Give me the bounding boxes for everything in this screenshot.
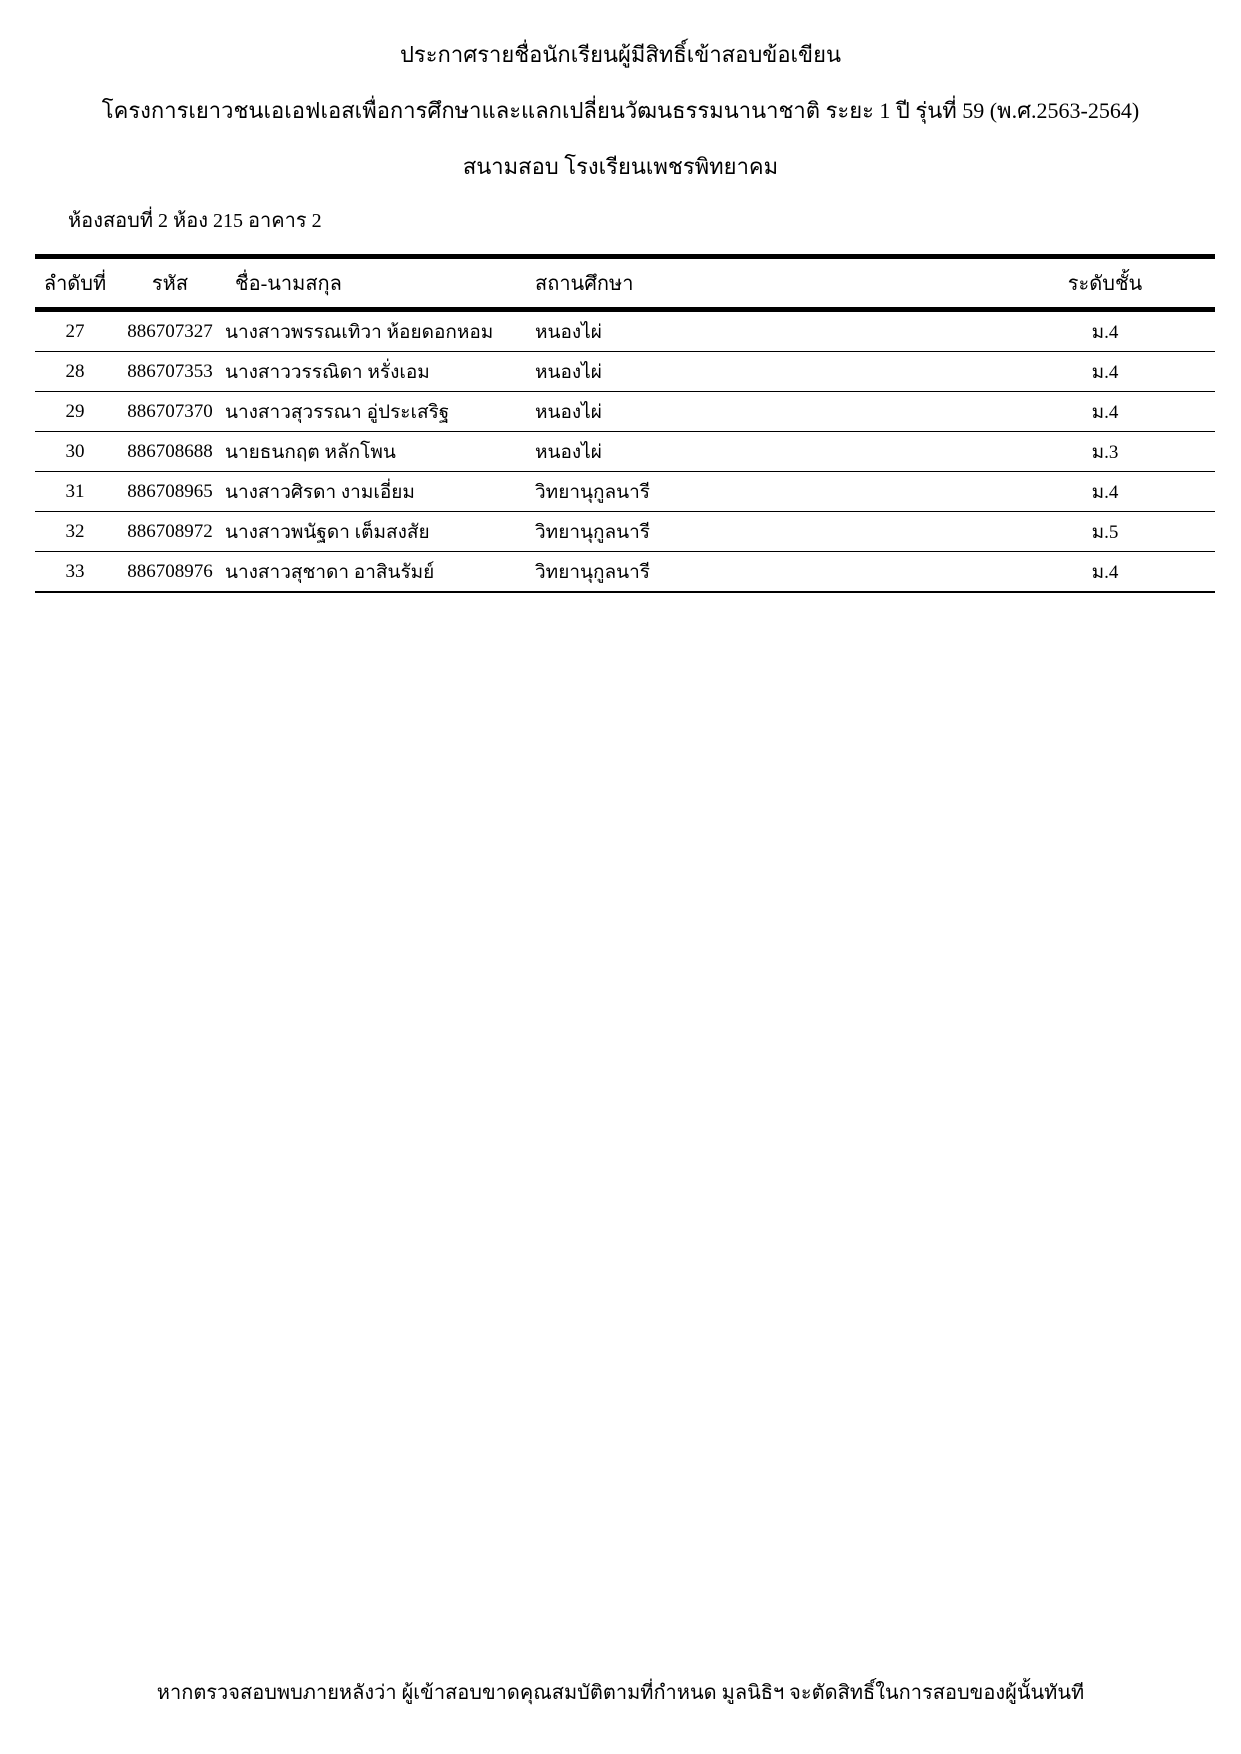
cell-code: 886708965	[127, 480, 213, 502]
cell-grade: ม.5	[1091, 521, 1119, 543]
header-school: สถานศึกษา	[535, 273, 634, 295]
cell-grade: ม.3	[1091, 441, 1119, 463]
cell-number: 30	[65, 440, 85, 462]
cell-code: 886707353	[127, 360, 213, 382]
cell-number: 29	[65, 400, 85, 422]
cell-school: หนองไผ่	[535, 401, 602, 423]
table-row	[35, 432, 1215, 472]
table-row	[35, 310, 1215, 352]
title-block	[0, 0, 1241, 178]
cell-name: นางสาวสุวรรณา อู่ประเสริฐ	[225, 401, 450, 423]
table-row	[35, 512, 1215, 552]
cell-name: นางสาวพรรณเทิวา ห้อยดอกหอม	[225, 321, 494, 343]
exam-room-info: ห้องสอบที่ 2 ห้อง 215 อาคาร 2	[68, 210, 322, 232]
program-subtitle: โครงการเยาวชนเอเอฟเอสเพื่อการศึกษาและแลกเปลี่ยนวัฒนธรรมนานาชาติ ระยะ 1 ปี รุ่นที่ 59 (พ.ศ.2563-2564)	[101, 98, 1140, 123]
table-row	[35, 352, 1215, 392]
header-code: รหัส	[151, 273, 189, 295]
candidate-table	[35, 254, 1215, 593]
header-name: ชื่อ-นามสกุล	[235, 273, 342, 295]
cell-grade: ม.4	[1091, 561, 1119, 583]
table-row	[35, 472, 1215, 512]
cell-code: 886708688	[127, 440, 213, 462]
table-row	[35, 552, 1215, 593]
disqualification-note: หากตรวจสอบพบภายหลังว่า ผู้เข้าสอบขาดคุณสมบัติตามที่กำหนด มูลนิธิฯ จะตัดสิทธิ์ในการสอบของผู้นั้นทันที	[156, 1682, 1085, 1704]
cell-name: นางสาวพนัฐดา เต็มสงสัย	[225, 521, 430, 543]
cell-school: วิทยานุกูลนารี	[535, 521, 650, 543]
header-grade: ระดับชั้น	[1067, 273, 1143, 295]
cell-name: นายธนกฤต หลักโพน	[225, 441, 396, 463]
cell-school: หนองไผ่	[535, 441, 602, 463]
document-title: ประกาศรายชื่อนักเรียนผู้มีสิทธิ์เข้าสอบข้อเขียน	[399, 42, 842, 67]
table-row	[35, 392, 1215, 432]
cell-grade: ม.4	[1091, 321, 1119, 343]
cell-code: 886708976	[127, 560, 213, 582]
cell-code: 886708972	[127, 520, 213, 542]
cell-school: หนองไผ่	[535, 321, 602, 343]
cell-name: นางสาววรรณิดา หรั่งเอม	[225, 361, 430, 383]
cell-code: 886707370	[127, 400, 213, 422]
cell-code: 886707327	[127, 320, 213, 342]
cell-school: หนองไผ่	[535, 361, 602, 383]
cell-number: 28	[65, 360, 85, 382]
cell-number: 32	[65, 520, 85, 542]
header-number: ลำดับที่	[43, 273, 107, 295]
cell-grade: ม.4	[1091, 481, 1119, 503]
cell-grade: ม.4	[1091, 361, 1119, 383]
cell-name: นางสาวศิรดา งามเอี่ยม	[225, 481, 415, 503]
cell-school: วิทยานุกูลนารี	[535, 481, 650, 503]
table-body	[35, 310, 1215, 593]
cell-number: 27	[65, 320, 85, 342]
cell-school: วิทยานุกูลนารี	[535, 561, 650, 583]
cell-number: 31	[65, 480, 85, 502]
cell-name: นางสาวสุชาดา อาสินรัมย์	[225, 561, 435, 583]
cell-number: 33	[65, 560, 85, 582]
table-header-row	[35, 257, 1215, 310]
cell-grade: ม.4	[1091, 401, 1119, 423]
table-header	[35, 257, 1215, 310]
exam-venue: สนามสอบ โรงเรียนเพชรพิทยาคม	[462, 154, 779, 179]
